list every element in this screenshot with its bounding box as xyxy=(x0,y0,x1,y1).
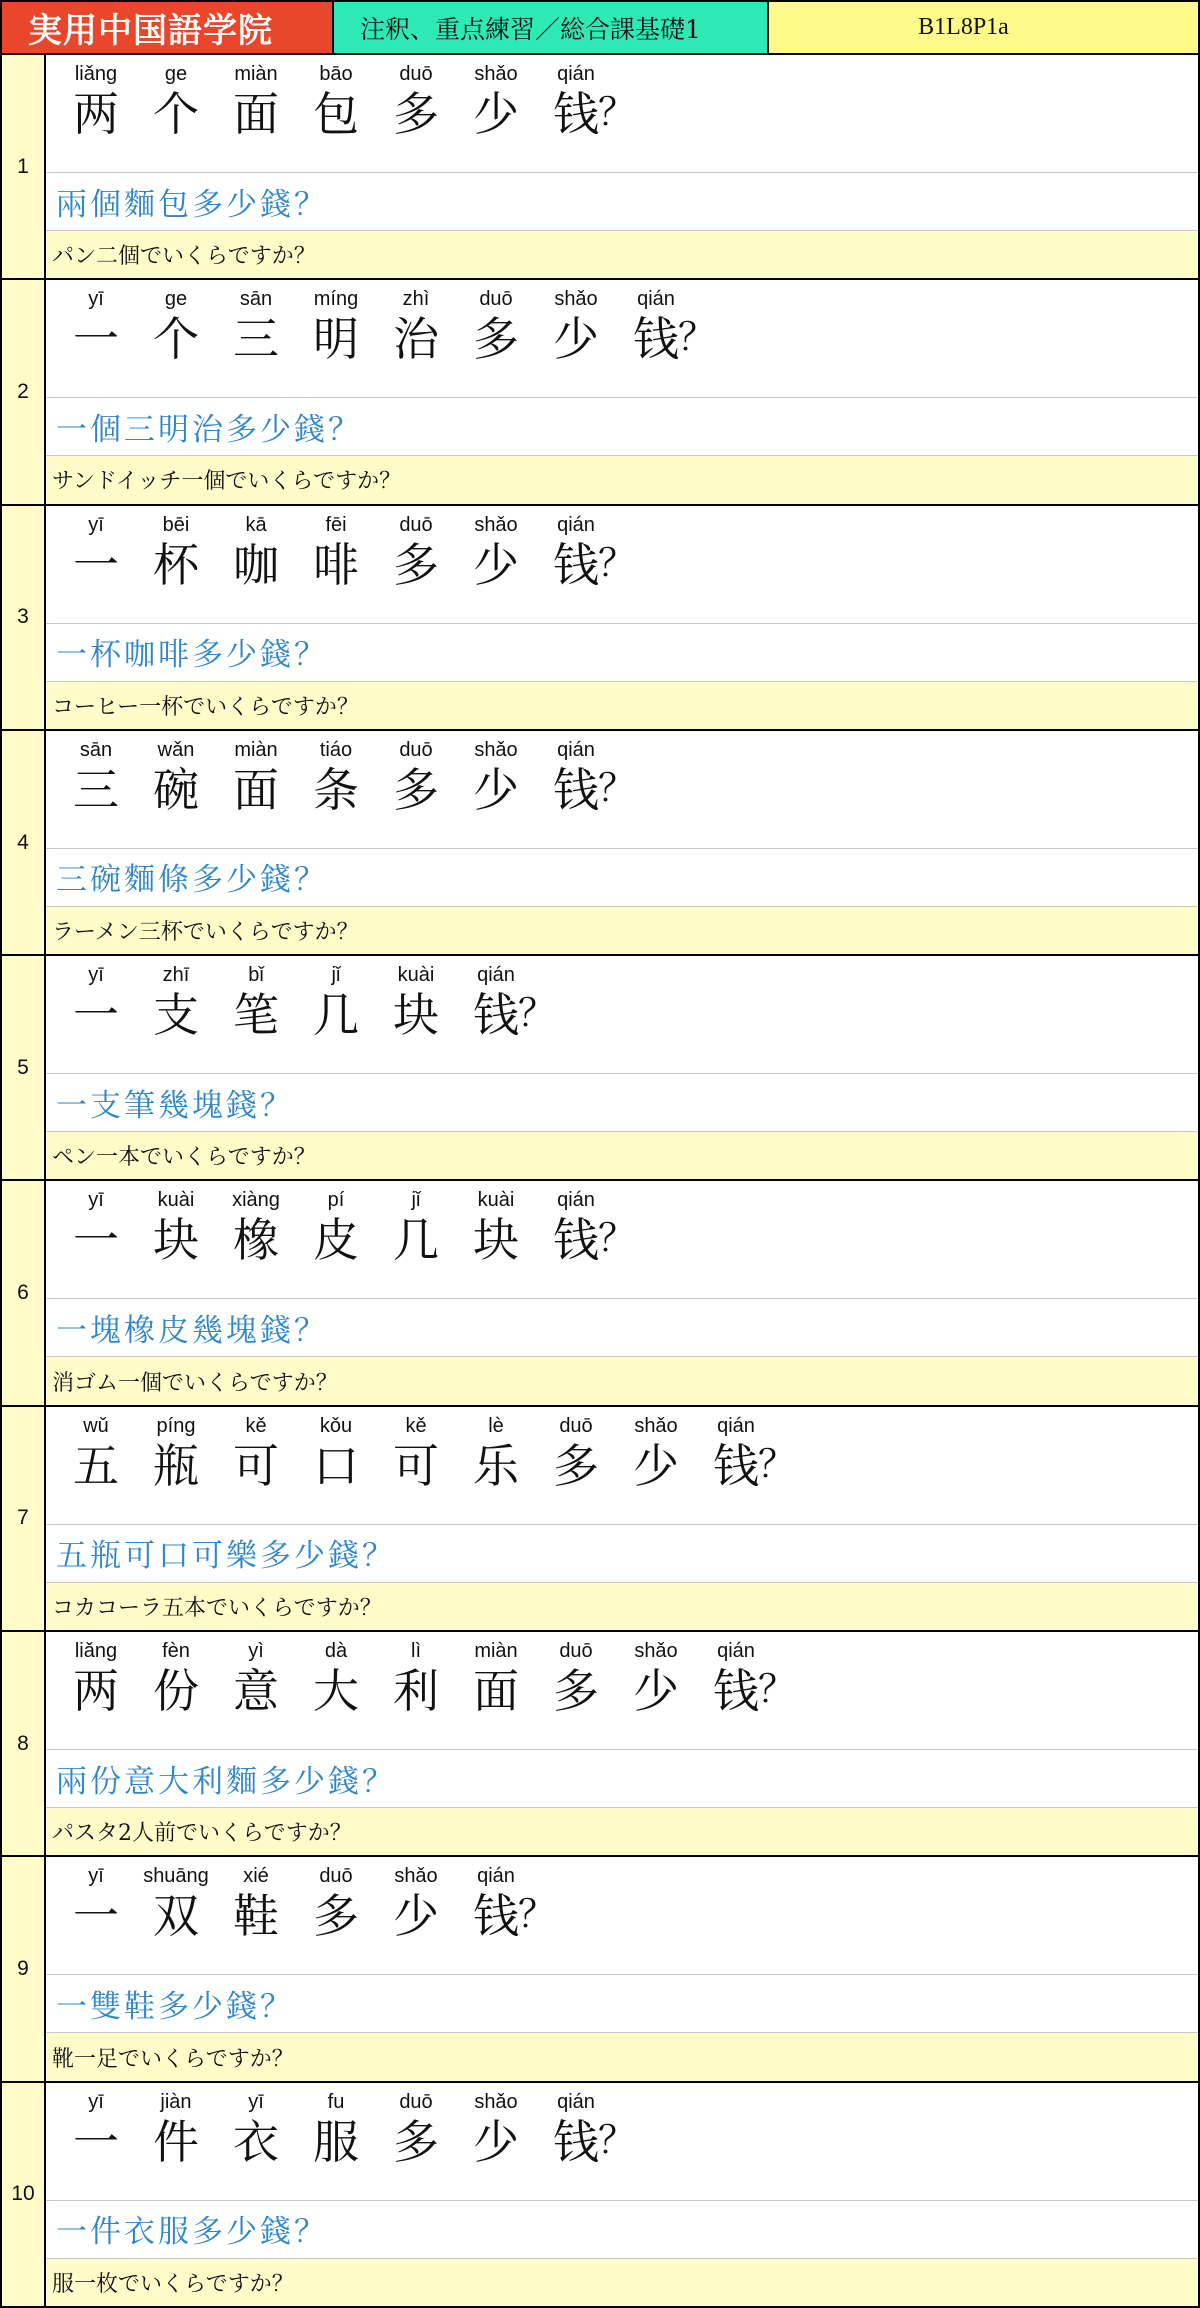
pinyin: duō xyxy=(399,63,433,85)
hanzi: 条 xyxy=(313,762,359,817)
syllable xyxy=(216,964,296,1044)
syllable xyxy=(456,63,536,143)
pinyin: lì xyxy=(411,1640,421,1663)
hanzi: 面 xyxy=(233,762,279,817)
hanzi: 块 xyxy=(473,1213,519,1268)
syllable xyxy=(376,63,456,143)
pinyin-hanzi-line xyxy=(56,739,636,819)
hanzi: 鞋 xyxy=(233,1889,279,1944)
syllable xyxy=(376,514,456,594)
item-number: 10 xyxy=(2,2083,46,2306)
pinyin: duō xyxy=(319,1865,353,1888)
pinyin: duō xyxy=(559,1414,593,1437)
item-content xyxy=(46,280,1198,503)
syllable xyxy=(136,63,216,143)
syllable xyxy=(136,1415,216,1495)
hanzi: 皮 xyxy=(313,1213,359,1268)
hanzi: 三 xyxy=(73,762,119,817)
question-mark: ？ xyxy=(678,315,717,360)
pinyin: míng xyxy=(313,288,359,311)
pinyin: qián xyxy=(557,738,595,761)
pinyin: sān xyxy=(79,738,113,761)
hanzi: 钱 xyxy=(553,762,599,817)
question-mark: ？ xyxy=(518,1892,557,1937)
syllable xyxy=(56,1640,136,1720)
simplified-sentence-row xyxy=(46,55,1198,173)
hanzi: 几 xyxy=(313,988,359,1043)
item-number: 6 xyxy=(2,1181,46,1404)
japanese-translation: パン二個でいくらですか？ xyxy=(46,231,1198,278)
question-mark: ？ xyxy=(598,765,637,810)
item-number: 1 xyxy=(2,55,46,278)
traditional-sentence: 一件衣服多少錢？ xyxy=(46,2200,1198,2259)
syllable xyxy=(536,288,616,368)
traditional-sentence: 一杯咖啡多少錢？ xyxy=(46,623,1198,682)
question-mark: ？ xyxy=(518,991,557,1036)
hanzi: 碗 xyxy=(153,762,199,817)
hanzi: 可 xyxy=(393,1438,439,1493)
exercise-item xyxy=(0,1407,1200,1632)
hanzi: 钱 xyxy=(553,2114,599,2169)
syllable xyxy=(56,288,136,368)
pinyin: píng xyxy=(156,1414,196,1437)
pinyin: kě xyxy=(405,1414,427,1437)
school-name: 実用中国語学院 xyxy=(2,2,334,53)
simplified-sentence-row xyxy=(46,1407,1198,1525)
question-mark: ？ xyxy=(598,90,637,134)
exercise-item xyxy=(0,2083,1200,2308)
pinyin: duō xyxy=(559,1640,593,1663)
pinyin: shǎo xyxy=(474,513,518,536)
pinyin: kuài xyxy=(397,964,435,987)
syllable xyxy=(136,514,216,594)
pinyin: shǎo xyxy=(474,63,518,85)
syllable xyxy=(136,964,216,1044)
syllable xyxy=(456,2091,536,2171)
pinyin-hanzi-line xyxy=(56,1415,796,1495)
exercise-item xyxy=(0,280,1200,505)
syllable xyxy=(56,1865,136,1945)
pinyin: ge xyxy=(164,63,188,85)
item-number: 2 xyxy=(2,280,46,503)
hanzi: 钱 xyxy=(553,1213,599,1268)
hanzi: 少 xyxy=(633,1664,679,1719)
japanese-translation: 靴一足でいくらですか？ xyxy=(46,2033,1198,2080)
hanzi: 面 xyxy=(473,1664,519,1719)
pinyin: qián xyxy=(477,964,515,987)
hanzi: 一 xyxy=(73,312,119,367)
pinyin-hanzi-line xyxy=(56,964,556,1044)
japanese-translation: ペン一本でいくらですか？ xyxy=(46,1132,1198,1179)
simplified-sentence-row xyxy=(46,1857,1198,1975)
pinyin: qián xyxy=(557,513,595,536)
hanzi: 服 xyxy=(313,2114,359,2169)
hanzi: 多 xyxy=(313,1889,359,1944)
pinyin: kā xyxy=(245,513,267,536)
syllable xyxy=(56,964,136,1044)
syllable xyxy=(56,514,136,594)
question-mark: ？ xyxy=(758,1441,797,1486)
course-title: 注釈、重点練習／総合課基礎1 xyxy=(334,2,769,53)
traditional-sentence: 一雙鞋多少錢？ xyxy=(46,1974,1198,2033)
pinyin: qián xyxy=(557,63,595,85)
hanzi: 三 xyxy=(233,312,279,367)
syllable xyxy=(56,1189,136,1269)
hanzi: 多 xyxy=(473,312,519,367)
exercise-item xyxy=(0,55,1200,280)
pinyin: fu xyxy=(327,2090,345,2113)
exercise-item xyxy=(0,1857,1200,2082)
pinyin: liǎng xyxy=(74,63,118,85)
pinyin: pí xyxy=(327,1189,345,1212)
syllable xyxy=(216,1189,296,1269)
pinyin: yì xyxy=(248,1640,264,1663)
syllable xyxy=(216,288,296,368)
syllable xyxy=(216,1415,296,1495)
pinyin: shǎo xyxy=(634,1640,678,1663)
exercise-item xyxy=(0,1632,1200,1857)
hanzi: 一 xyxy=(73,2114,119,2169)
simplified-sentence-row xyxy=(46,1181,1198,1299)
hanzi: 少 xyxy=(473,2114,519,2169)
syllable xyxy=(456,1640,536,1720)
traditional-sentence: 一個三明治多少錢？ xyxy=(46,397,1198,456)
syllable xyxy=(536,1640,616,1720)
hanzi: 杯 xyxy=(153,537,199,592)
syllable xyxy=(376,288,456,368)
syllable xyxy=(296,1865,376,1945)
traditional-sentence: 兩個麵包多少錢？ xyxy=(46,172,1198,231)
pinyin: qián xyxy=(557,2090,595,2113)
pinyin: yī xyxy=(88,288,104,311)
syllable xyxy=(296,1640,376,1720)
pinyin: qián xyxy=(477,1865,515,1888)
pinyin: duō xyxy=(399,738,433,761)
hanzi: 两 xyxy=(73,87,119,141)
pinyin: lè xyxy=(488,1414,504,1437)
pinyin: wǎn xyxy=(157,738,195,761)
pinyin: shǎo xyxy=(554,288,598,311)
syllable xyxy=(296,514,376,594)
pinyin: liǎng xyxy=(74,1640,118,1663)
hanzi: 少 xyxy=(553,312,599,367)
pinyin: yī xyxy=(88,1865,104,1888)
traditional-sentence: 兩份意大利麵多少錢？ xyxy=(46,1749,1198,1808)
hanzi: 钱 xyxy=(713,1664,759,1719)
exercise-list xyxy=(0,55,1200,2308)
hanzi: 大 xyxy=(313,1664,359,1719)
pinyin: duō xyxy=(399,513,433,536)
syllable xyxy=(616,1415,696,1495)
syllable xyxy=(376,1865,456,1945)
hanzi: 份 xyxy=(153,1664,199,1719)
pinyin: fēi xyxy=(325,513,347,536)
syllable xyxy=(456,514,536,594)
hanzi: 多 xyxy=(393,762,439,817)
hanzi: 咖 xyxy=(233,537,279,592)
item-content xyxy=(46,1181,1198,1404)
syllable xyxy=(296,964,376,1044)
pinyin: kuài xyxy=(157,1189,195,1212)
pinyin: miàn xyxy=(234,63,278,85)
syllable xyxy=(456,1189,536,1269)
item-number: 3 xyxy=(2,506,46,729)
question-mark: ？ xyxy=(598,540,637,585)
hanzi: 衣 xyxy=(233,2114,279,2169)
hanzi: 包 xyxy=(313,87,359,141)
syllable xyxy=(296,739,376,819)
syllable xyxy=(56,739,136,819)
hanzi: 钱 xyxy=(553,537,599,592)
pinyin: yī xyxy=(88,513,104,536)
syllable xyxy=(296,63,376,143)
syllable xyxy=(216,63,296,143)
pinyin-hanzi-line xyxy=(56,288,716,368)
syllable xyxy=(56,1415,136,1495)
pinyin: kǒu xyxy=(319,1414,353,1437)
pinyin: shuāng xyxy=(143,1865,209,1888)
hanzi: 一 xyxy=(73,1213,119,1268)
pinyin: tiáo xyxy=(319,738,353,761)
pinyin: miàn xyxy=(474,1640,518,1663)
pinyin: zhī xyxy=(162,964,190,987)
pinyin: jiàn xyxy=(160,2090,192,2113)
hanzi: 少 xyxy=(633,1438,679,1493)
hanzi: 个 xyxy=(153,312,199,367)
item-content xyxy=(46,1632,1198,1855)
pinyin: yī xyxy=(88,2090,104,2113)
pinyin: xiàng xyxy=(232,1189,280,1212)
pinyin: bāo xyxy=(319,63,353,85)
syllable xyxy=(296,2091,376,2171)
syllable xyxy=(136,1189,216,1269)
item-content xyxy=(46,956,1198,1179)
syllable xyxy=(216,739,296,819)
simplified-sentence-row xyxy=(46,506,1198,624)
simplified-sentence-row xyxy=(46,956,1198,1074)
simplified-sentence-row xyxy=(46,731,1198,849)
item-content xyxy=(46,1857,1198,2080)
pinyin: qián xyxy=(717,1640,755,1663)
pinyin: yī xyxy=(88,1189,104,1212)
hanzi: 多 xyxy=(393,537,439,592)
syllable xyxy=(376,1189,456,1269)
syllable xyxy=(56,2091,136,2171)
syllable xyxy=(376,739,456,819)
exercise-item xyxy=(0,956,1200,1181)
exercise-item xyxy=(0,1181,1200,1406)
item-content xyxy=(46,506,1198,729)
pinyin: sān xyxy=(239,288,273,311)
syllable xyxy=(136,288,216,368)
hanzi: 明 xyxy=(313,312,359,367)
pinyin-hanzi-line xyxy=(56,514,636,594)
hanzi: 多 xyxy=(553,1438,599,1493)
syllable xyxy=(376,964,456,1044)
syllable xyxy=(456,1415,536,1495)
syllable xyxy=(216,1640,296,1720)
hanzi: 多 xyxy=(393,87,439,141)
hanzi: 件 xyxy=(153,2114,199,2169)
syllable xyxy=(376,1415,456,1495)
japanese-translation: 服一枚でいくらですか？ xyxy=(46,2259,1198,2306)
hanzi: 块 xyxy=(393,988,439,1043)
pinyin: duō xyxy=(479,288,513,311)
hanzi: 面 xyxy=(233,87,279,141)
pinyin: jǐ xyxy=(411,1189,421,1212)
hanzi: 五 xyxy=(73,1438,119,1493)
syllable xyxy=(296,1415,376,1495)
item-number: 7 xyxy=(2,1407,46,1630)
pinyin: shǎo xyxy=(474,2090,518,2113)
hanzi: 意 xyxy=(233,1664,279,1719)
pinyin: qián xyxy=(637,288,675,311)
japanese-translation: コーヒー一杯でいくらですか？ xyxy=(46,682,1198,729)
pinyin: wǔ xyxy=(83,1414,109,1437)
hanzi: 一 xyxy=(73,1889,119,1944)
pinyin-hanzi-line xyxy=(56,2091,636,2171)
hanzi: 个 xyxy=(153,87,199,141)
pinyin: yī xyxy=(248,2090,264,2113)
hanzi: 少 xyxy=(393,1889,439,1944)
pinyin: jǐ xyxy=(331,964,341,987)
lesson-code: B1L8P1a xyxy=(769,2,1198,53)
exercise-item xyxy=(0,506,1200,731)
item-content xyxy=(46,731,1198,954)
pinyin: kě xyxy=(245,1414,267,1437)
item-content xyxy=(46,1407,1198,1630)
item-number: 9 xyxy=(2,1857,46,2080)
item-number: 8 xyxy=(2,1632,46,1855)
pinyin: bǐ xyxy=(248,964,264,987)
pinyin: dà xyxy=(324,1640,348,1663)
japanese-translation: サンドイッチ一個でいくらですか？ xyxy=(46,456,1198,503)
pinyin: fèn xyxy=(162,1640,190,1663)
syllable xyxy=(456,288,536,368)
worksheet-header xyxy=(0,0,1200,55)
syllable xyxy=(536,1415,616,1495)
simplified-sentence-row xyxy=(46,1632,1198,1750)
hanzi: 啡 xyxy=(313,537,359,592)
hanzi: 钱 xyxy=(633,312,679,367)
pinyin: qián xyxy=(717,1414,755,1437)
simplified-sentence-row xyxy=(46,2083,1198,2201)
syllable xyxy=(376,1640,456,1720)
hanzi: 可 xyxy=(233,1438,279,1493)
hanzi: 治 xyxy=(393,312,439,367)
question-mark: ？ xyxy=(598,2117,637,2162)
hanzi: 多 xyxy=(553,1664,599,1719)
hanzi: 钱 xyxy=(553,87,599,141)
pinyin: xié xyxy=(243,1865,269,1888)
syllable xyxy=(296,1189,376,1269)
hanzi: 支 xyxy=(153,988,199,1043)
syllable xyxy=(136,1640,216,1720)
hanzi: 一 xyxy=(73,537,119,592)
hanzi: 钱 xyxy=(713,1438,759,1493)
pinyin-hanzi-line xyxy=(56,1865,556,1945)
pinyin: yī xyxy=(88,964,104,987)
item-number: 4 xyxy=(2,731,46,954)
hanzi: 多 xyxy=(393,2114,439,2169)
syllable xyxy=(136,739,216,819)
hanzi: 块 xyxy=(153,1213,199,1268)
question-mark: ？ xyxy=(598,1216,637,1261)
pinyin: bēi xyxy=(162,513,190,536)
japanese-translation: コカコーラ五本でいくらですか？ xyxy=(46,1583,1198,1630)
syllable xyxy=(456,739,536,819)
traditional-sentence: 三碗麵條多少錢？ xyxy=(46,848,1198,907)
traditional-sentence: 五瓶可口可樂多少錢？ xyxy=(46,1524,1198,1583)
hanzi: 瓶 xyxy=(153,1438,199,1493)
japanese-translation: 消ゴム一個でいくらですか？ xyxy=(46,1357,1198,1404)
syllable xyxy=(136,1865,216,1945)
pinyin: shǎo xyxy=(634,1414,678,1437)
hanzi: 少 xyxy=(473,87,519,141)
pinyin-hanzi-line xyxy=(56,1640,796,1720)
hanzi: 双 xyxy=(153,1889,199,1944)
hanzi: 一 xyxy=(73,988,119,1043)
hanzi: 乐 xyxy=(473,1438,519,1493)
hanzi: 几 xyxy=(393,1213,439,1268)
item-content xyxy=(46,2083,1198,2306)
syllable xyxy=(216,2091,296,2171)
pinyin: zhì xyxy=(402,288,430,311)
syllable xyxy=(616,1640,696,1720)
exercise-item xyxy=(0,731,1200,956)
pinyin: qián xyxy=(557,1189,595,1212)
traditional-sentence: 一塊橡皮幾塊錢？ xyxy=(46,1298,1198,1357)
traditional-sentence: 一支筆幾塊錢？ xyxy=(46,1073,1198,1132)
syllable xyxy=(216,514,296,594)
syllable xyxy=(56,63,136,143)
pinyin: ge xyxy=(164,288,188,311)
hanzi: 钱 xyxy=(473,988,519,1043)
pinyin: kuài xyxy=(477,1189,515,1212)
syllable xyxy=(216,1865,296,1945)
hanzi: 两 xyxy=(73,1664,119,1719)
japanese-translation: ラーメン三杯でいくらですか？ xyxy=(46,907,1198,954)
pinyin: shǎo xyxy=(394,1865,438,1888)
question-mark: ？ xyxy=(758,1667,797,1712)
syllable xyxy=(136,2091,216,2171)
hanzi: 口 xyxy=(313,1438,359,1493)
pinyin: duō xyxy=(399,2090,433,2113)
pinyin-hanzi-line xyxy=(56,1189,636,1269)
hanzi: 钱 xyxy=(473,1889,519,1944)
hanzi: 少 xyxy=(473,537,519,592)
hanzi: 橡 xyxy=(233,1213,279,1268)
syllable xyxy=(296,288,376,368)
pinyin-hanzi-line xyxy=(56,63,636,143)
hanzi: 少 xyxy=(473,762,519,817)
hanzi: 笔 xyxy=(233,988,279,1043)
simplified-sentence-row xyxy=(46,280,1198,398)
pinyin: miàn xyxy=(234,738,278,761)
syllable xyxy=(376,2091,456,2171)
hanzi: 利 xyxy=(393,1664,439,1719)
japanese-translation: パスタ2人前でいくらですか？ xyxy=(46,1808,1198,1855)
item-content xyxy=(46,55,1198,278)
pinyin: shǎo xyxy=(474,738,518,761)
item-number: 5 xyxy=(2,956,46,1179)
